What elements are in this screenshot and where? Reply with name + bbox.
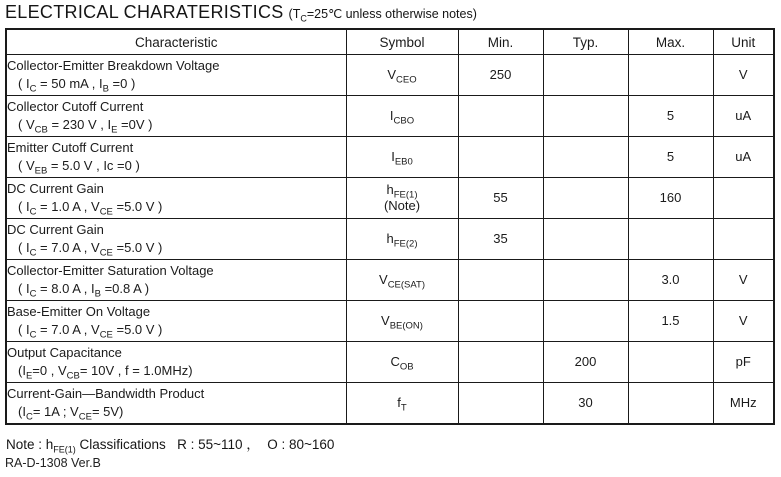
characteristic-name: Collector-Emitter Breakdown Voltage <box>7 58 220 73</box>
unit-cell: V <box>713 55 774 96</box>
header-max: Max. <box>628 29 713 55</box>
header-min: Min. <box>458 29 543 55</box>
doc-version: RA-D-1308 Ver.B <box>5 456 101 470</box>
unit-cell: uA <box>713 137 774 178</box>
table-row <box>6 55 774 96</box>
characteristic-name: DC Current Gain <box>7 181 104 196</box>
max-cell: 1.5 <box>628 301 713 342</box>
characteristic-cell <box>6 301 346 342</box>
characteristic-condition: ( $I_C = 8.0$ A , $I_B =0.8$ A ) <box>18 281 150 300</box>
unit-cell: uA <box>713 96 774 137</box>
characteristic-condition: ( $V_{CB} = 230$ V , $I_E =0V$ ) <box>18 117 153 136</box>
unit-cell <box>713 219 774 260</box>
characteristic-name: Output Capacitance <box>7 345 122 360</box>
characteristic-condition: ($I_E=0$ , $V_{CB}= 10V$ , f = 1.0MHz) <box>18 363 193 382</box>
table-row <box>6 260 774 301</box>
characteristic-condition: ( $I_C = 7.0$ A , $V_{CE} =5.0$ V ) <box>18 322 163 341</box>
table-row <box>6 137 774 178</box>
characteristic-cell <box>6 137 346 178</box>
min-cell: 55 <box>458 178 543 219</box>
characteristic-name: Emitter Cutoff Current <box>7 140 134 155</box>
typ-cell <box>543 260 628 301</box>
characteristic-condition: ( $V_{EB} = 5.0$ V , Ic =0 ) <box>18 158 140 177</box>
typ-cell <box>543 178 628 219</box>
symbol-cell: $I_{EB0}$ <box>346 137 458 178</box>
header-characteristic: Characteristic <box>6 29 346 55</box>
symbol-cell: $C_{OB}$ <box>346 342 458 383</box>
max-cell: 5 <box>628 96 713 137</box>
characteristic-cell <box>6 55 346 96</box>
min-cell <box>458 96 543 137</box>
characteristic-name: Current-Gain—Bandwidth Product <box>7 386 205 401</box>
min-cell <box>458 383 543 425</box>
min-cell <box>458 137 543 178</box>
table-row <box>6 178 774 219</box>
max-cell <box>628 219 713 260</box>
table-row <box>6 342 774 383</box>
typ-cell <box>543 301 628 342</box>
symbol-cell: $f_T$ <box>346 383 458 425</box>
characteristic-cell <box>6 96 346 137</box>
characteristic-condition: ( $I_C = 50$ mA , $I_B =0$ ) <box>18 76 136 95</box>
unit-cell: V <box>713 260 774 301</box>
page-title <box>5 2 477 23</box>
max-cell <box>628 342 713 383</box>
header-row <box>6 29 774 55</box>
symbol-cell: $V_{CEO}$ <box>346 55 458 96</box>
characteristic-cell <box>6 219 346 260</box>
unit-cell: V <box>713 301 774 342</box>
max-cell: 3.0 <box>628 260 713 301</box>
page-title-main: ELECTRICAL CHARATERISTICS <box>5 2 284 22</box>
characteristic-cell <box>6 178 346 219</box>
symbol-cell: $V_{BE(ON)}$ <box>346 301 458 342</box>
header-unit: Unit <box>713 29 774 55</box>
min-cell <box>458 342 543 383</box>
min-cell <box>458 260 543 301</box>
table-row <box>6 383 774 425</box>
unit-cell: pF <box>713 342 774 383</box>
symbol-cell: $h_{FE(2)}$ <box>346 219 458 260</box>
characteristic-cell <box>6 260 346 301</box>
table-header <box>6 29 774 55</box>
characteristic-name: DC Current Gain <box>7 222 104 237</box>
characteristic-name: Collector-Emitter Saturation Voltage <box>7 263 214 278</box>
symbol-cell: $I_{CBO}$ <box>346 96 458 137</box>
min-cell: 35 <box>458 219 543 260</box>
characteristic-condition: ( $I_C = 7.0$ A , $V_{CE} =5.0$ V ) <box>18 240 163 259</box>
table-row <box>6 301 774 342</box>
note-line: Note : $h_{FE(1)}$ Classifications R : 55~110 ， O : 80~160 <box>6 437 335 455</box>
min-cell <box>458 301 543 342</box>
characteristic-condition: ( $I_C = 1.0$ A , $V_{CE} =5.0$ V ) <box>18 199 163 218</box>
unit-cell: MHz <box>713 383 774 425</box>
unit-cell <box>713 178 774 219</box>
typ-cell: 30 <box>543 383 628 425</box>
typ-cell: 200 <box>543 342 628 383</box>
characteristic-name: Base-Emitter On Voltage <box>7 304 151 319</box>
header-typ: Typ. <box>543 29 628 55</box>
page-title-condition: ($T_C=25℃$ unless otherwise notes) <box>288 7 477 24</box>
characteristic-cell <box>6 342 346 383</box>
table-row <box>6 96 774 137</box>
characteristic-cell <box>6 383 346 425</box>
table-body <box>6 55 774 425</box>
characteristic-name: Collector Cutoff Current <box>7 99 144 114</box>
table-row <box>6 219 774 260</box>
max-cell <box>628 383 713 425</box>
header-symbol: Symbol <box>346 29 458 55</box>
max-cell <box>628 55 713 96</box>
typ-cell <box>543 219 628 260</box>
min-cell: 250 <box>458 55 543 96</box>
symbol-cell: $V_{CE(SAT)}$ <box>346 260 458 301</box>
typ-cell <box>543 55 628 96</box>
electrical-characteristics-table <box>5 28 775 425</box>
max-cell: 160 <box>628 178 713 219</box>
max-cell: 5 <box>628 137 713 178</box>
characteristic-condition: ($I_C= 1A$ ; $V_{CE}= 5V$) <box>18 404 124 423</box>
typ-cell <box>543 96 628 137</box>
typ-cell <box>543 137 628 178</box>
symbol-cell: $h_{FE(1)}$ (Note) <box>346 178 458 219</box>
